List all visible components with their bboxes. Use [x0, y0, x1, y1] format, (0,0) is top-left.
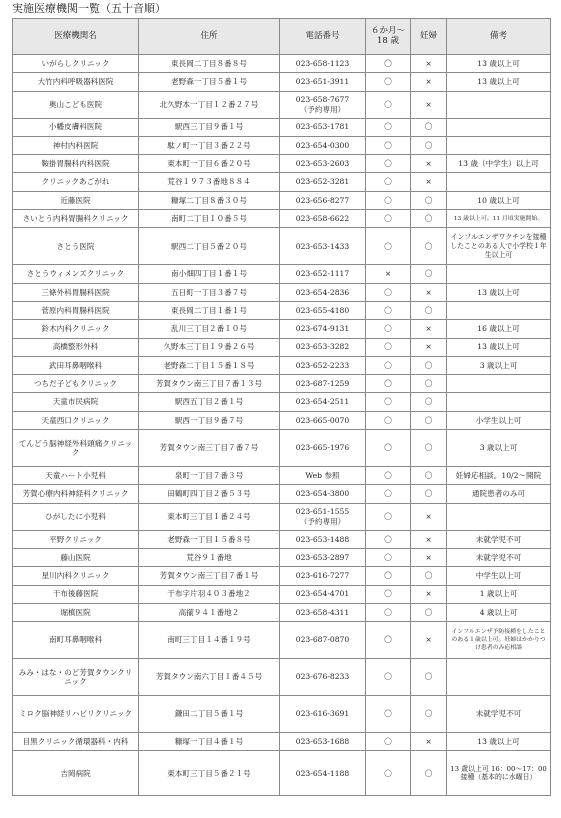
cell-age: 〇	[366, 191, 411, 209]
table-row	[13, 659, 551, 696]
cell-address: 北久野本一丁目１２番２７号	[139, 91, 280, 118]
cell-phone	[280, 585, 366, 603]
cell-age: 〇	[366, 393, 411, 411]
cell-name: 目黒クリニック循環器科・内科	[13, 733, 139, 751]
table-row	[13, 393, 551, 411]
table-row	[13, 320, 551, 338]
phone-number: 023-654-2836	[295, 287, 350, 297]
cell-pregnant: 〇	[411, 467, 447, 485]
cell-address: 駅西五丁目２番１号	[139, 393, 280, 411]
cell-name: 天童ハート小児科	[13, 467, 139, 485]
cell-name: 堀槙医院	[13, 603, 139, 621]
phone-number: 023-654-1188	[295, 768, 350, 778]
cell-age: 〇	[366, 283, 411, 301]
phone-note: （予約専用）	[299, 516, 346, 526]
cell-age: 〇	[366, 503, 411, 530]
phone-number: 023-653-1433	[295, 241, 350, 251]
cell-address: 糠塚一丁目４番１号	[139, 733, 280, 751]
cell-remarks: インフルエンザ予防接種をしたことのある１歳以上可。妊婦はかかりつけ患者のみ応相談	[447, 622, 551, 659]
phone-number: 023-652-3281	[295, 177, 350, 187]
phone-number: 023-656-8277	[295, 195, 350, 205]
header-name: 医療機関名	[13, 19, 139, 55]
phone-number: 023-654-3800	[295, 489, 350, 499]
cell-address: 東長岡二丁目８番８号	[139, 55, 280, 73]
cell-remarks: 3 歳以上可	[447, 430, 551, 467]
cell-phone	[280, 430, 366, 467]
header-remarks: 備考	[447, 19, 551, 55]
cell-phone	[280, 320, 366, 338]
phone-number: 023-658-6622	[295, 213, 350, 223]
cell-phone	[280, 696, 366, 733]
cell-remarks: 13 歳以上可	[447, 283, 551, 301]
cell-age: 〇	[366, 659, 411, 696]
phone-number: 023-658-1123	[295, 58, 350, 68]
cell-age: 〇	[366, 751, 411, 796]
phone-number: 023-665-1976	[295, 443, 350, 453]
phone-number: 023-687-0870	[295, 635, 350, 645]
cell-remarks: 10 歳以上可	[447, 191, 551, 209]
cell-age: 〇	[366, 567, 411, 585]
cell-name: 鞍掛胃腸科内科医院	[13, 155, 139, 173]
cell-phone	[280, 530, 366, 548]
cell-age: 〇	[366, 73, 411, 91]
cell-age: 〇	[366, 356, 411, 374]
cell-address: 老野森二丁目１５番１８号	[139, 356, 280, 374]
cell-phone	[280, 503, 366, 530]
phone-number: 023-654-4701	[295, 589, 350, 599]
phone-number: 023-652-1117	[295, 269, 350, 279]
clinic-table	[12, 18, 551, 796]
cell-name: 南町耳鼻咽喉科	[13, 622, 139, 659]
cell-address: 芳賀タウン南三丁目７番７号	[139, 430, 280, 467]
cell-remarks	[447, 173, 551, 191]
phone-number: Web 参照	[305, 470, 340, 480]
cell-remarks	[447, 91, 551, 118]
cell-pregnant: 〇	[411, 411, 447, 429]
table-row	[13, 485, 551, 503]
cell-remarks: 13 歳以上可	[447, 55, 551, 73]
cell-remarks: 13 歳以上可	[447, 733, 551, 751]
cell-age: 〇	[366, 55, 411, 73]
cell-age: 〇	[366, 91, 411, 118]
cell-address: 芳賀タウン南六丁目１番４５号	[139, 659, 280, 696]
cell-name: さとう医院	[13, 228, 139, 265]
cell-address: 五日町一丁目３番７号	[139, 283, 280, 301]
cell-name: 大竹内科呼吸器科医院	[13, 73, 139, 91]
header-phone: 電話番号	[280, 19, 366, 55]
cell-address: 東本町三丁目５番２１号	[139, 751, 280, 796]
phone-number: 023-652-2233	[295, 360, 350, 370]
cell-name: 平野クリニック	[13, 530, 139, 548]
cell-remarks: 13 歳以上可 16：00～17：00 接種（基本的に水曜日）	[447, 751, 551, 796]
cell-phone	[280, 173, 366, 191]
cell-pregnant: ×	[411, 320, 447, 338]
table-row	[13, 191, 551, 209]
cell-address: 駅西一丁目９番７号	[139, 411, 280, 429]
table-row	[13, 567, 551, 585]
cell-name: 吉岡病院	[13, 751, 139, 796]
cell-pregnant: 〇	[411, 301, 447, 319]
cell-remarks: 3 歳以上可	[447, 356, 551, 374]
cell-age: 〇	[366, 467, 411, 485]
phone-number: 023-616-7277	[295, 571, 350, 581]
cell-phone	[280, 338, 366, 356]
cell-age: 〇	[366, 320, 411, 338]
cell-pregnant: 〇	[411, 356, 447, 374]
cell-phone	[280, 91, 366, 118]
cell-phone	[280, 659, 366, 696]
table-row	[13, 55, 551, 73]
phone-number: 023-653-1781	[295, 122, 350, 132]
cell-age: 〇	[366, 622, 411, 659]
cell-age: 〇	[366, 118, 411, 136]
cell-address: 南町二丁目１０番５号	[139, 210, 280, 228]
cell-phone	[280, 375, 366, 393]
cell-pregnant: ×	[411, 73, 447, 91]
cell-age: 〇	[366, 210, 411, 228]
cell-name: 神村内科医院	[13, 136, 139, 154]
cell-remarks	[447, 301, 551, 319]
cell-name: 高橋整形外科	[13, 338, 139, 356]
cell-name: さとうウィメンズクリニック	[13, 265, 139, 283]
cell-age: 〇	[366, 411, 411, 429]
phone-number: 023-676-8233	[295, 672, 350, 682]
cell-pregnant: 〇	[411, 485, 447, 503]
table-row	[13, 228, 551, 265]
table-row	[13, 751, 551, 796]
table-row	[13, 301, 551, 319]
cell-age: 〇	[366, 136, 411, 154]
cell-remarks: 未就学児不可	[447, 548, 551, 566]
cell-name: 菅原内科胃腸科医院	[13, 301, 139, 319]
cell-pregnant: ×	[411, 338, 447, 356]
cell-pregnant: 〇	[411, 191, 447, 209]
cell-pregnant: 〇	[411, 265, 447, 283]
phone-number: 023-653-3282	[295, 342, 350, 352]
table-row	[13, 91, 551, 118]
cell-pregnant: ×	[411, 283, 447, 301]
cell-name: 鈴木内科クリニック	[13, 320, 139, 338]
cell-name: つちだ子どもクリニック	[13, 375, 139, 393]
header-age-line2: 18 歳	[376, 35, 400, 46]
table-row	[13, 622, 551, 659]
cell-pregnant: 〇	[411, 393, 447, 411]
cell-name: 星川内科クリニック	[13, 567, 139, 585]
cell-name: ひがしたに小児科	[13, 503, 139, 530]
cell-name: ミロク脳神経リハビリクリニック	[13, 696, 139, 733]
cell-phone	[280, 55, 366, 73]
cell-remarks: 13 歳以上可。11 月頃実施開始。	[447, 210, 551, 228]
cell-phone	[280, 283, 366, 301]
cell-age: 〇	[366, 375, 411, 393]
table-row	[13, 136, 551, 154]
cell-address: 芳賀タウン南三丁目７番１号	[139, 567, 280, 585]
cell-name: 奥山こども医院	[13, 91, 139, 118]
cell-pregnant: 〇	[411, 136, 447, 154]
cell-address: 南町三丁目１４番１９号	[139, 622, 280, 659]
cell-address: 荒谷９１番地	[139, 548, 280, 566]
cell-remarks: インフルエンザワクチンを接種したことのある人で小学校１年生以上可	[447, 228, 551, 265]
cell-phone	[280, 265, 366, 283]
cell-age: 〇	[366, 301, 411, 319]
cell-pregnant: ×	[411, 548, 447, 566]
cell-phone	[280, 210, 366, 228]
cell-address: 荒谷１９７３番地８８４	[139, 173, 280, 191]
cell-name: 近藤医院	[13, 191, 139, 209]
phone-number: 023-651-1555	[295, 507, 350, 517]
cell-address: 泉町一丁目７番３号	[139, 467, 280, 485]
cell-address: 干布字片羽４０３番地２	[139, 585, 280, 603]
cell-pregnant: ×	[411, 585, 447, 603]
table-row	[13, 503, 551, 530]
cell-age: ×	[366, 265, 411, 283]
cell-remarks: 13 歳以上可	[447, 73, 551, 91]
cell-phone	[280, 136, 366, 154]
cell-age: 〇	[366, 548, 411, 566]
cell-remarks: 通院患者のみ可	[447, 485, 551, 503]
cell-remarks	[447, 265, 551, 283]
cell-phone	[280, 301, 366, 319]
cell-pregnant: ×	[411, 530, 447, 548]
cell-remarks: 未就学児不可	[447, 696, 551, 733]
cell-remarks	[447, 118, 551, 136]
cell-pregnant: 〇	[411, 696, 447, 733]
cell-phone	[280, 603, 366, 621]
table-row	[13, 265, 551, 283]
phone-number: 023-655-4180	[295, 305, 350, 315]
table-row	[13, 73, 551, 91]
cell-pregnant: 〇	[411, 430, 447, 467]
cell-pregnant: ×	[411, 622, 447, 659]
cell-pregnant: ×	[411, 503, 447, 530]
cell-name: 天童市民病院	[13, 393, 139, 411]
cell-age: 〇	[366, 485, 411, 503]
cell-phone	[280, 73, 366, 91]
cell-name: 小幡皮膚科医院	[13, 118, 139, 136]
cell-remarks: 16 歳以上可	[447, 320, 551, 338]
cell-pregnant: 〇	[411, 659, 447, 696]
table-row	[13, 356, 551, 374]
phone-number: 023-654-0300	[295, 140, 350, 150]
cell-pregnant: 〇	[411, 375, 447, 393]
table-row	[13, 548, 551, 566]
phone-number: 023-674-9131	[295, 324, 350, 334]
cell-age: 〇	[366, 173, 411, 191]
cell-name: てんどう脳神経外科頭痛クリニック	[13, 430, 139, 467]
table-row	[13, 430, 551, 467]
cell-remarks: 4 歳以上可	[447, 603, 551, 621]
phone-number: 023-654-2511	[295, 397, 350, 407]
cell-pregnant: ×	[411, 155, 447, 173]
cell-pregnant: 〇	[411, 751, 447, 796]
header-age	[366, 19, 411, 55]
cell-name: 三條外科胃腸科医院	[13, 283, 139, 301]
cell-phone	[280, 467, 366, 485]
cell-pregnant: ×	[411, 91, 447, 118]
cell-address: 乱川三丁目２番１０号	[139, 320, 280, 338]
cell-address: 東長岡二丁目１番１号	[139, 301, 280, 319]
cell-phone	[280, 411, 366, 429]
cell-pregnant: ×	[411, 733, 447, 751]
header-age-line1: ６か月～	[370, 26, 405, 36]
table-row	[13, 467, 551, 485]
cell-remarks	[447, 659, 551, 696]
cell-phone	[280, 733, 366, 751]
cell-pregnant: 〇	[411, 567, 447, 585]
cell-address: 東本町三丁目１番２４号	[139, 503, 280, 530]
cell-remarks: 13 歳以上可	[447, 338, 551, 356]
cell-pregnant: 〇	[411, 210, 447, 228]
cell-phone	[280, 548, 366, 566]
cell-address: 鎌田二丁目５番１号	[139, 696, 280, 733]
cell-remarks	[447, 375, 551, 393]
cell-address: 老野森一丁目５番１号	[139, 73, 280, 91]
cell-phone	[280, 155, 366, 173]
cell-name: 干布後藤医院	[13, 585, 139, 603]
cell-phone	[280, 567, 366, 585]
cell-phone	[280, 356, 366, 374]
table-row	[13, 375, 551, 393]
phone-number: 023-651-3911	[295, 77, 350, 87]
cell-name: 藤山医院	[13, 548, 139, 566]
page-title: 実施医療機関一覧（五十音順）	[12, 2, 166, 15]
cell-pregnant: ×	[411, 173, 447, 191]
cell-remarks: 中学生以上可	[447, 567, 551, 585]
table-row	[13, 696, 551, 733]
cell-age: 〇	[366, 603, 411, 621]
cell-age: 〇	[366, 696, 411, 733]
phone-note: （予約専用）	[299, 104, 346, 114]
cell-phone	[280, 228, 366, 265]
cell-address: 老野森一丁目１５番８号	[139, 530, 280, 548]
table-row	[13, 118, 551, 136]
cell-phone	[280, 191, 366, 209]
cell-remarks: 13 歳（中学生）以上可	[447, 155, 551, 173]
cell-name: クリニックあごがれ	[13, 173, 139, 191]
cell-address: 久野本三丁目１９番２６号	[139, 338, 280, 356]
cell-address: 東本町一丁目６番２０号	[139, 155, 280, 173]
table-row	[13, 530, 551, 548]
phone-number: 023-658-7677	[295, 95, 350, 105]
cell-phone	[280, 622, 366, 659]
table-row	[13, 585, 551, 603]
table-row	[13, 155, 551, 173]
cell-age: 〇	[366, 155, 411, 173]
cell-remarks	[447, 503, 551, 530]
phone-number: 023-653-1488	[295, 534, 350, 544]
table-row	[13, 283, 551, 301]
table-row	[13, 210, 551, 228]
cell-age: 〇	[366, 530, 411, 548]
cell-name: 天童西口クリニック	[13, 411, 139, 429]
phone-number: 023-687-1259	[295, 379, 350, 389]
cell-remarks: 1 歳以上可	[447, 585, 551, 603]
phone-number: 023-653-1688	[295, 737, 350, 747]
cell-phone	[280, 485, 366, 503]
cell-remarks: 未就学児不可	[447, 530, 551, 548]
cell-age: 〇	[366, 338, 411, 356]
table-header-row	[13, 19, 551, 55]
table-row	[13, 411, 551, 429]
cell-name: いがらしクリニック	[13, 55, 139, 73]
header-address: 住所	[139, 19, 280, 55]
cell-remarks: 妊婦応相談。10/2～開院	[447, 467, 551, 485]
cell-remarks	[447, 393, 551, 411]
cell-remarks	[447, 136, 551, 154]
cell-name: さいとう内科胃腸科クリニック	[13, 210, 139, 228]
cell-address: 駅西二丁目５番２０号	[139, 228, 280, 265]
cell-address: 南小畑四丁目１番１号	[139, 265, 280, 283]
cell-phone	[280, 393, 366, 411]
cell-name: みみ・はな・のど芳賀タウンクリニック	[13, 659, 139, 696]
cell-age: 〇	[366, 430, 411, 467]
cell-address: 駅西三丁目９番１号	[139, 118, 280, 136]
table-row	[13, 338, 551, 356]
cell-age: 〇	[366, 585, 411, 603]
cell-phone	[280, 751, 366, 796]
phone-number: 023-616-3691	[295, 709, 350, 719]
table-row	[13, 173, 551, 191]
phone-number: 023-653-2897	[295, 552, 350, 562]
cell-age: 〇	[366, 228, 411, 265]
cell-address: 高擶９４１番地２	[139, 603, 280, 621]
table-row	[13, 603, 551, 621]
cell-phone	[280, 118, 366, 136]
cell-remarks: 小学生以上可	[447, 411, 551, 429]
table-row	[13, 733, 551, 751]
cell-pregnant: 〇	[411, 603, 447, 621]
cell-pregnant: 〇	[411, 228, 447, 265]
cell-address: 駄ノ町一丁目３番２２号	[139, 136, 280, 154]
cell-pregnant: 〇	[411, 118, 447, 136]
table-body	[13, 55, 551, 796]
cell-address: 田鶴町四丁目２番５３号	[139, 485, 280, 503]
header-pregnant: 妊婦	[411, 19, 447, 55]
cell-address: 糠塚二丁目８番３０号	[139, 191, 280, 209]
phone-number: 023-665-0070	[295, 415, 350, 425]
cell-name: 芳賀心療内科神経科クリニック	[13, 485, 139, 503]
cell-name: 武田耳鼻咽喉科	[13, 356, 139, 374]
cell-age: 〇	[366, 733, 411, 751]
phone-number: 023-658-4311	[295, 607, 350, 617]
phone-number: 023-653-2603	[295, 159, 350, 169]
cell-pregnant: ×	[411, 55, 447, 73]
cell-address: 芳賀タウン南三丁目７番１３号	[139, 375, 280, 393]
